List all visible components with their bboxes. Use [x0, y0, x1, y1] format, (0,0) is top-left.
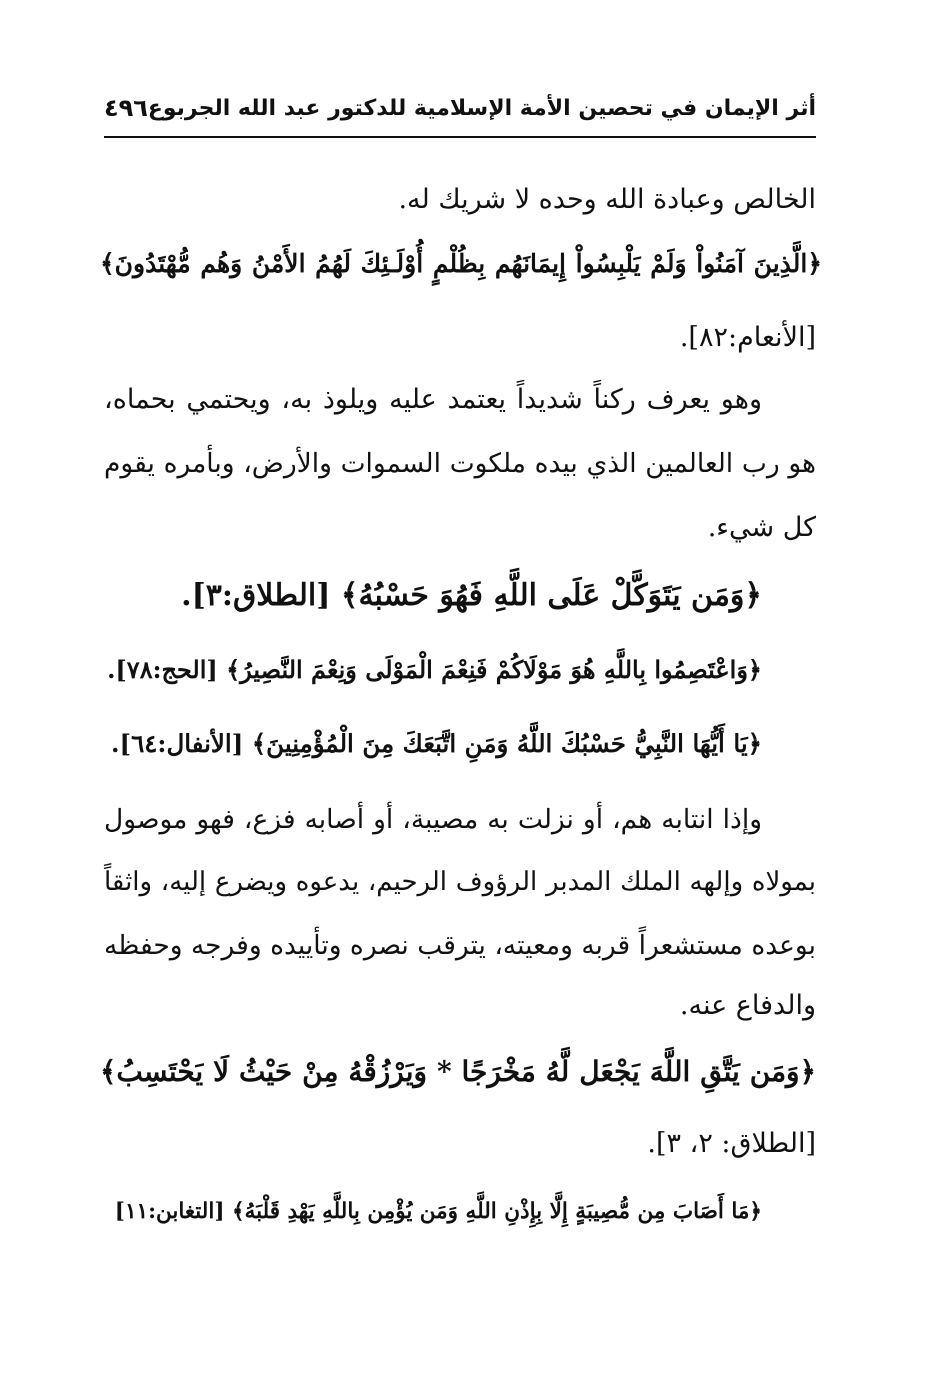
paragraph-line-4: وإذا انتابه هم، أو نزلت به مصيبة، أو أصابه فزع، فهو موصول	[104, 804, 762, 835]
verse-line-3: ﴿وَاعْتَصِمُوا بِاللَّهِ هُوَ مَوْلَاكُمْ فَنِعْمَ الْمَوْلَى وَنِعْمَ النَّصِيرُ﴾ [الحج:٧٨].	[107, 655, 762, 684]
text-line-1: الخالص وعبادة الله وحده لا شريك له.	[398, 184, 816, 215]
verse-line-5: ﴿وَمَن يَتَّقِ اللَّهَ يَجْعَل لَّهُ مَخْرَجًا * وَيَرْزُقْهُ مِنْ حَيْثُ لَا يَحْتَسِبُ﴾	[100, 1055, 816, 1088]
verse-line-6: ﴿مَا أَصَابَ مِن مُّصِيبَةٍ إِلَّا بِإِذْنِ اللَّهِ وَمَن يُؤْمِن بِاللَّهِ يَهْدِ قَلْبَهُ﴾ [التغابن:١١]	[114, 1199, 762, 1224]
running-header	[104, 92, 816, 132]
citation-line-2: [الطلاق: ٢، ٣].	[647, 1128, 816, 1159]
book-title: أثر الإيمان في تحصين الأمة الإسلامية للدكتور عبد الله الجربوع	[147, 96, 816, 121]
paragraph-line-7: والدفاع عنه.	[679, 990, 816, 1021]
paragraph-line-2: هو رب العالمين الذي بيده ملكوت السموات والأرض، وبأمره يقوم	[104, 448, 816, 479]
verse-line-1: ﴿الَّذِينَ آمَنُواْ وَلَمْ يَلْبِسُواْ إِيمَانَهُم بِظُلْمٍ أُوْلَـئِكَ لَهُمُ الأَمْنُ وَهُم مُّهْتَدُونَ﴾	[100, 249, 822, 278]
verse-line-4: ﴿يَا أَيُّهَا النَّبِيُّ حَسْبُكَ اللَّهُ وَمَنِ اتَّبَعَكَ مِنَ الْمُؤْمِنِينَ﴾ [الأنفال:٦٤].	[110, 729, 762, 758]
paragraph-line-3: كل شيء.	[707, 512, 816, 543]
page-number: ٤٩٦	[104, 94, 148, 122]
header-divider	[104, 136, 816, 138]
citation-line-1: [الأنعام:٨٢].	[679, 322, 816, 353]
paragraph-line-6: بوعده مستشعراً قربه ومعيته، يترقب نصره وتأييده وفرجه وحفظه	[104, 930, 816, 961]
paragraph-line-1: وهو يعرف ركناً شديداً يعتمد عليه ويلوذ به، ويحتمي بحماه،	[104, 384, 762, 415]
paragraph-line-5: بمولاه وإلهه الملك المدبر الرؤوف الرحيم، يدعوه ويضرع إليه، واثقاً	[104, 867, 816, 897]
verse-line-2: ﴿وَمَن يَتَوَكَّلْ عَلَى اللَّهِ فَهُوَ حَسْبُهُ﴾ [الطلاق:٣].	[181, 578, 762, 613]
